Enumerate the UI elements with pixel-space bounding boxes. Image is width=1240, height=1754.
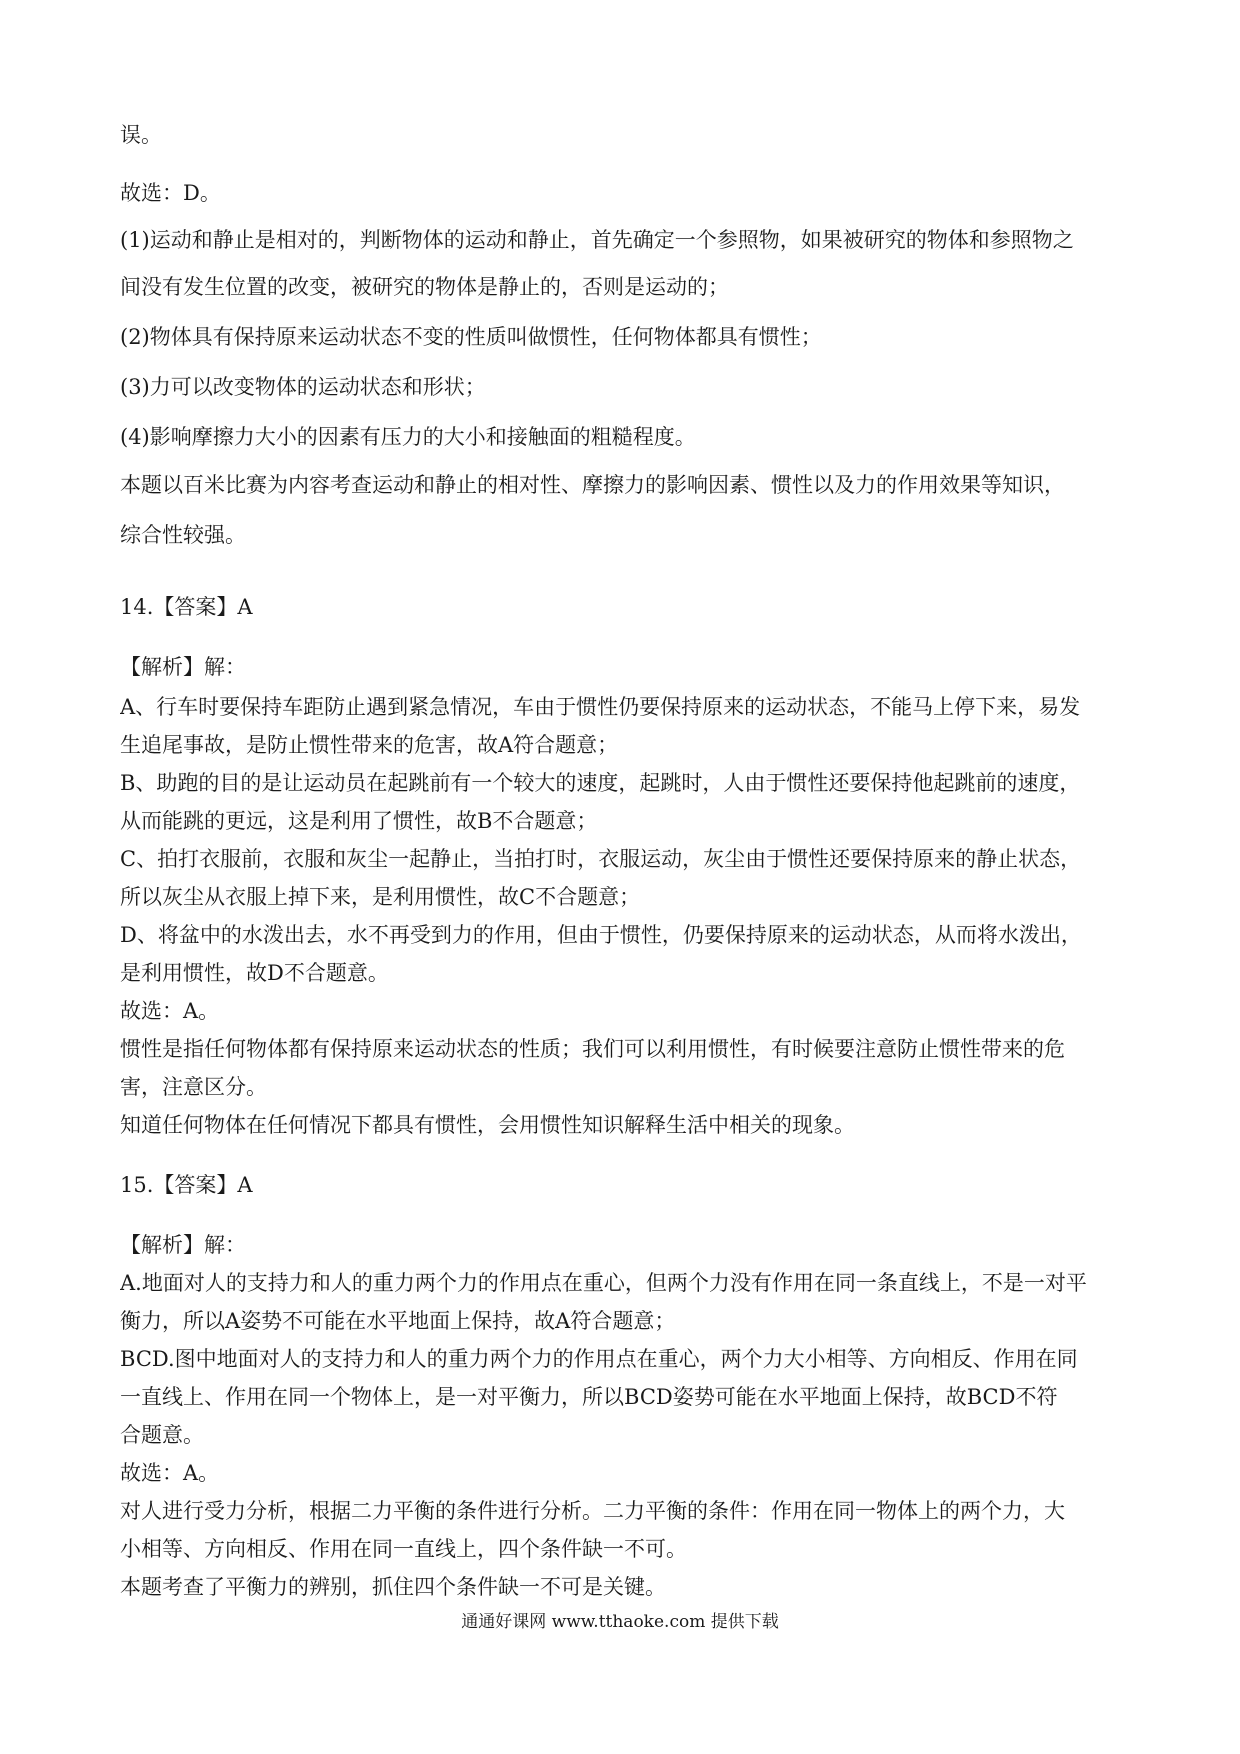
text-line: 故选：A。 — [120, 999, 220, 1023]
text-line: 知道任何物体在任何情况下都具有惯性，会用惯性知识解释生活中相关的现象。 — [120, 1113, 855, 1137]
text-line: BCD.图中地面对人的支持力和人的重力两个力的作用点在重心，两个力大小相等、方向相反、作用在同 — [120, 1347, 1078, 1371]
text-line: D、将盆中的水泼出去，水不再受到力的作用，但由于惯性，仍要保持原来的运动状态，从而将水泼出， — [120, 923, 1082, 947]
text-line: A、行车时要保持车距防止遇到紧急情况，车由于惯性仍要保持原来的运动状态，不能马上停下来，易发 — [120, 695, 1081, 719]
answer-heading: 15.【答案】A — [120, 1173, 253, 1197]
text-line: 对人进行受力分析，根据二力平衡的条件进行分析。二力平衡的条件：作用在同一物体上的两个力，大 — [120, 1499, 1065, 1523]
text-line: 所以灰尘从衣服上掉下来，是利用惯性，故C不合题意； — [120, 885, 641, 909]
text-line: 惯性是指任何物体都有保持原来运动状态的性质；我们可以利用惯性，有时候要注意防止惯性带来的危 — [120, 1037, 1065, 1061]
text-line: A.地面对人的支持力和人的重力两个力的作用点在重心，但两个力没有作用在同一条直线上，不是一对平 — [120, 1271, 1087, 1295]
text-line: 故选：A。 — [120, 1461, 220, 1485]
text-line: 合题意。 — [120, 1423, 204, 1447]
text-line: 衡力，所以A姿势不可能在水平地面上保持，故A符合题意； — [120, 1309, 676, 1333]
text-line: 故选：D。 — [120, 181, 221, 205]
text-line: C、拍打衣服前，衣服和灰尘一起静止，当拍打时，衣服运动，灰尘由于惯性还要保持原来的静止状态， — [120, 847, 1082, 871]
text-line: 本题考查了平衡力的辨别，抓住四个条件缺一不可是关键。 — [120, 1575, 666, 1599]
text-line: 本题以百米比赛为内容考查运动和静止的相对性、摩擦力的影响因素、惯性以及力的作用效果等知识， — [120, 473, 1065, 497]
text-line: 综合性较强。 — [120, 523, 246, 547]
text-line: 一直线上、作用在同一个物体上，是一对平衡力，所以BCD姿势可能在水平地面上保持，故BCD不符 — [120, 1385, 1058, 1409]
analysis-heading: 【解析】解： — [120, 655, 246, 679]
text-line: 生追尾事故，是防止惯性带来的危害，故A符合题意； — [120, 733, 619, 757]
answer-heading: 14.【答案】A — [120, 595, 253, 619]
text-line: 是利用惯性，故D不合题意。 — [120, 961, 389, 985]
analysis-heading: 【解析】解： — [120, 1233, 246, 1257]
text-line: 间没有发生位置的改变，被研究的物体是静止的，否则是运动的； — [120, 275, 729, 299]
text-line: (4)影响摩擦力大小的因素有压力的大小和接触面的粗糙程度。 — [120, 425, 696, 449]
text-line: 小相等、方向相反、作用在同一直线上，四个条件缺一不可。 — [120, 1537, 687, 1561]
page-footer: 通通好课网 www.tthaoke.com 提供下载 — [461, 1612, 779, 1632]
text-line: (2)物体具有保持原来运动状态不变的性质叫做惯性，任何物体都具有惯性； — [120, 325, 822, 349]
text-line: B、助跑的目的是让运动员在起跳前有一个较大的速度，起跳时，人由于惯性还要保持他起跳前的速度， — [120, 771, 1081, 795]
text-line: (3)力可以改变物体的运动状态和形状； — [120, 375, 486, 399]
text-line: (1)运动和静止是相对的，判断物体的运动和静止，首先确定一个参照物，如果被研究的物体和参照物之 — [120, 228, 1074, 252]
text-line: 害，注意区分。 — [120, 1075, 267, 1099]
text-line: 误。 — [120, 123, 162, 147]
text-line: 从而能跳的更远，这是利用了惯性，故B不合题意； — [120, 809, 598, 833]
